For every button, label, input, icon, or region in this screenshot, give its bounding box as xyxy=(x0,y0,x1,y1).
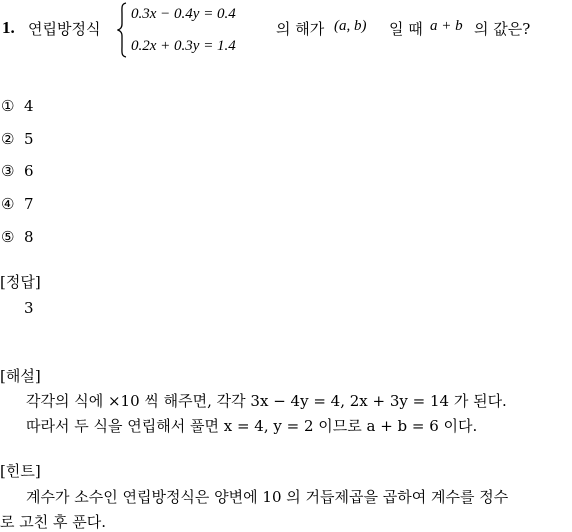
choice-4-mark: ④ xyxy=(1,195,15,213)
solution-pair: (a, b) xyxy=(334,18,367,34)
hint-label: [힌트] xyxy=(0,462,41,480)
answer-value: 3 xyxy=(24,299,34,317)
choice-4-value: 7 xyxy=(24,195,34,213)
explanation-line-1: 각각의 식에 ×10 씩 해주면, 각각 3x − 4y = 4, 2x + 3y = 14 가 된다. xyxy=(26,392,507,410)
choice-1-mark: ① xyxy=(1,97,15,115)
hint-line-1: 계수가 소수인 연립방정식은 양변에 10 의 거듭제곱을 곱하여 계수를 정수 xyxy=(26,488,509,506)
equation-2: 0.2x + 0.3y = 1.4 xyxy=(131,38,236,54)
choice-2-value: 5 xyxy=(24,130,34,148)
explanation-line-2: 따라서 두 식을 연립해서 풀면 x = 4, y = 2 이므로 a + b = 6 이다. xyxy=(26,417,478,435)
question-text-3: 의 값은? xyxy=(474,20,531,38)
hint-line-2: 로 고친 후 푼다. xyxy=(0,513,107,531)
choice-5-mark: ⑤ xyxy=(1,228,15,246)
choice-2-mark: ② xyxy=(1,130,15,148)
explanation-label: [해설] xyxy=(0,367,41,385)
answer-label: [정답] xyxy=(0,273,41,291)
equation-1: 0.3x − 0.4y = 0.4 xyxy=(131,6,236,22)
question-prefix: 연립방정식 xyxy=(28,20,101,38)
choice-3-value: 6 xyxy=(24,162,34,180)
question-text-2: 일 때 xyxy=(389,20,423,38)
question-number: 1. xyxy=(2,18,15,37)
choice-5-value: 8 xyxy=(24,228,34,246)
choice-3-mark: ③ xyxy=(1,162,15,180)
system-brace xyxy=(117,2,127,58)
question-text-1: 의 해가 xyxy=(276,20,325,38)
expression-a-plus-b: a + b xyxy=(430,18,463,34)
choice-1-value: 4 xyxy=(24,97,34,115)
